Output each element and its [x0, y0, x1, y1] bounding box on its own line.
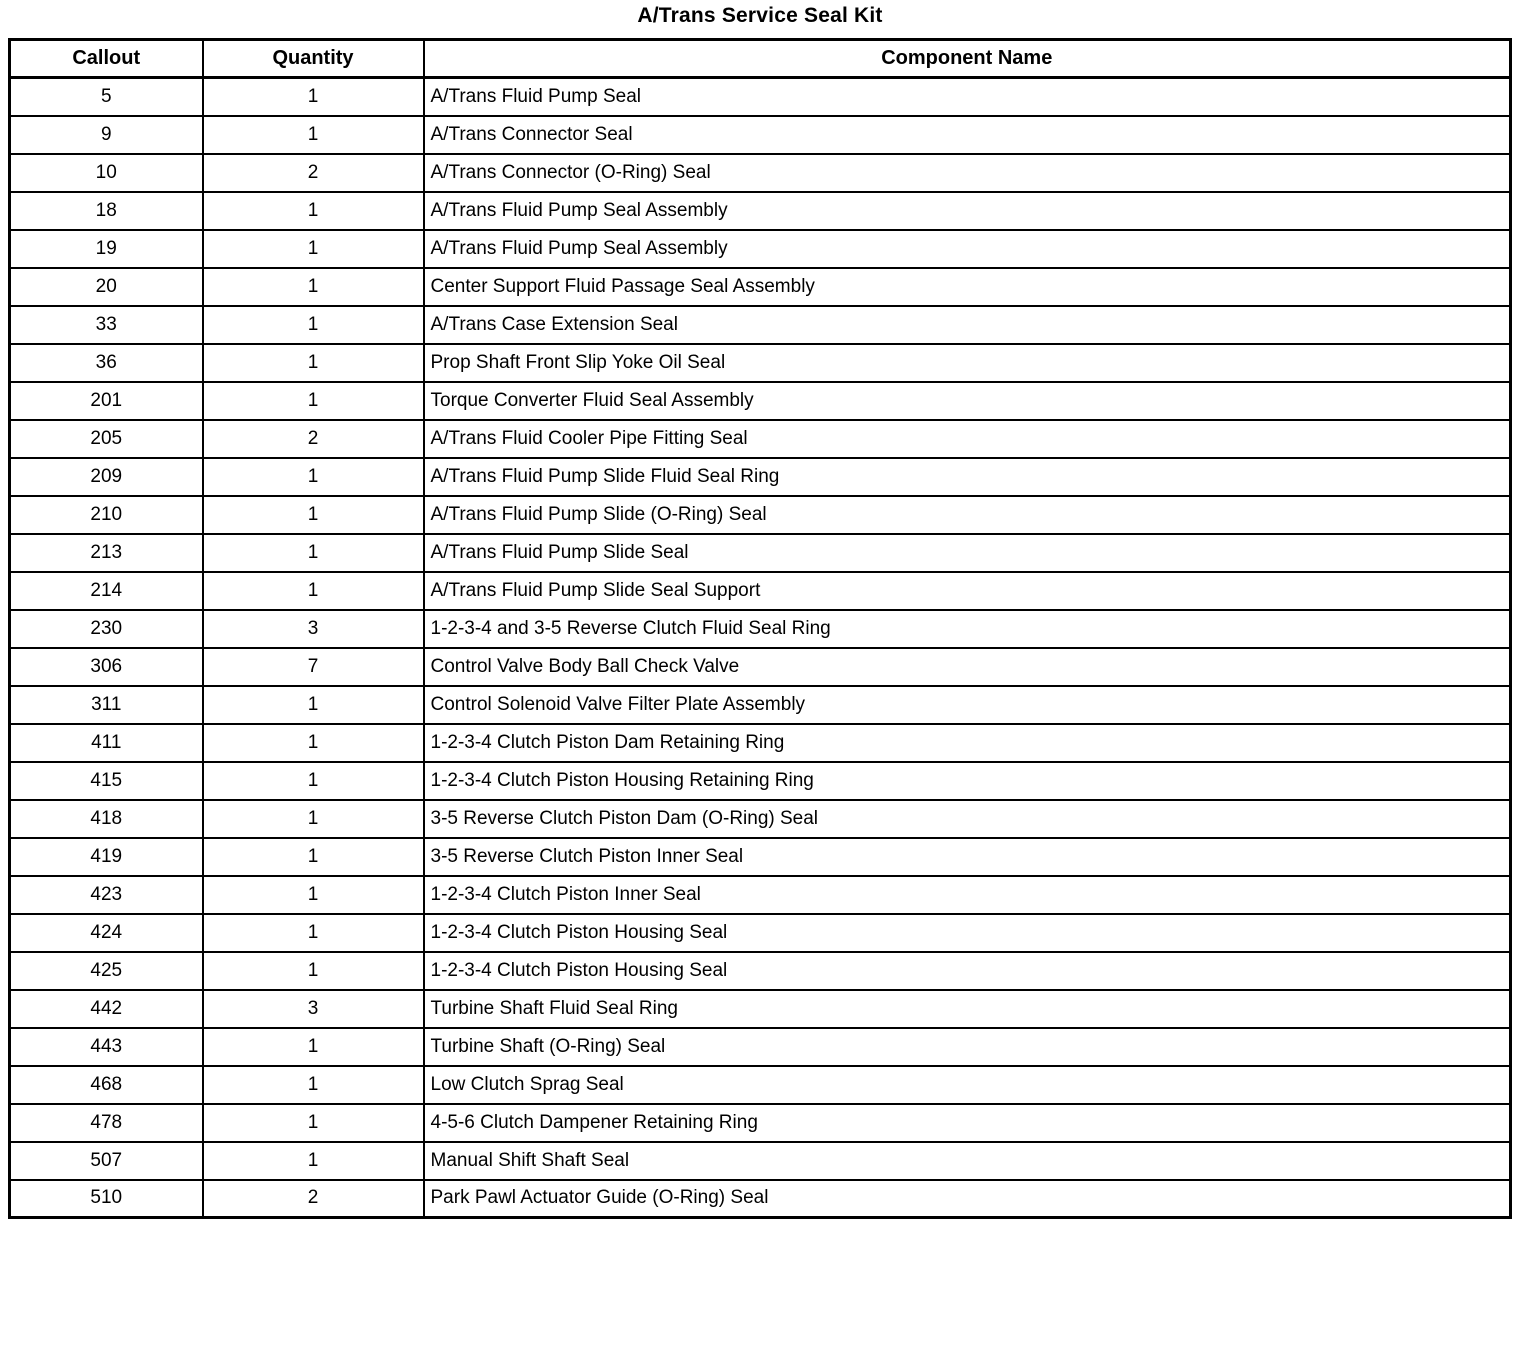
callout-cell: 507 [10, 1142, 203, 1180]
quantity-cell: 2 [203, 420, 424, 458]
quantity-cell: 1 [203, 534, 424, 572]
callout-cell: 205 [10, 420, 203, 458]
table-row [10, 458, 1511, 496]
callout-cell: 213 [10, 534, 203, 572]
table-row [10, 306, 1511, 344]
table-row [10, 838, 1511, 876]
quantity-cell: 1 [203, 1028, 424, 1066]
component-name-cell: Turbine Shaft (O-Ring) Seal [424, 1028, 1511, 1066]
component-name-cell: A/Trans Fluid Cooler Pipe Fitting Seal [424, 420, 1511, 458]
component-name-cell: 3-5 Reverse Clutch Piston Inner Seal [424, 838, 1511, 876]
column-header-component-name: Component Name [424, 40, 1511, 78]
callout-cell: 415 [10, 762, 203, 800]
quantity-cell: 1 [203, 78, 424, 116]
table-row [10, 686, 1511, 724]
callout-cell: 306 [10, 648, 203, 686]
quantity-cell: 1 [203, 1104, 424, 1142]
table-row [10, 116, 1511, 154]
quantity-cell: 1 [203, 724, 424, 762]
component-name-cell: Manual Shift Shaft Seal [424, 1142, 1511, 1180]
callout-cell: 411 [10, 724, 203, 762]
table-row [10, 1066, 1511, 1104]
quantity-cell: 1 [203, 876, 424, 914]
component-name-cell: Turbine Shaft Fluid Seal Ring [424, 990, 1511, 1028]
component-name-cell: A/Trans Fluid Pump Seal [424, 78, 1511, 116]
callout-cell: 9 [10, 116, 203, 154]
quantity-cell: 1 [203, 382, 424, 420]
component-name-cell: Center Support Fluid Passage Seal Assembly [424, 268, 1511, 306]
quantity-cell: 1 [203, 496, 424, 534]
callout-cell: 36 [10, 344, 203, 382]
quantity-cell: 7 [203, 648, 424, 686]
callout-cell: 423 [10, 876, 203, 914]
quantity-cell: 1 [203, 268, 424, 306]
table-row [10, 1142, 1511, 1180]
component-name-cell: 1-2-3-4 Clutch Piston Dam Retaining Ring [424, 724, 1511, 762]
quantity-cell: 1 [203, 952, 424, 990]
table-row [10, 534, 1511, 572]
callout-cell: 419 [10, 838, 203, 876]
table-row [10, 230, 1511, 268]
callout-cell: 442 [10, 990, 203, 1028]
quantity-cell: 1 [203, 458, 424, 496]
quantity-cell: 3 [203, 610, 424, 648]
callout-cell: 210 [10, 496, 203, 534]
callout-cell: 468 [10, 1066, 203, 1104]
component-name-cell: 1-2-3-4 Clutch Piston Housing Retaining Ring [424, 762, 1511, 800]
callout-cell: 209 [10, 458, 203, 496]
component-name-cell: A/Trans Fluid Pump Seal Assembly [424, 192, 1511, 230]
quantity-cell: 1 [203, 116, 424, 154]
quantity-cell: 1 [203, 1142, 424, 1180]
table-row [10, 420, 1511, 458]
component-name-cell: Control Valve Body Ball Check Valve [424, 648, 1511, 686]
quantity-cell: 1 [203, 762, 424, 800]
table-row [10, 800, 1511, 838]
callout-cell: 5 [10, 78, 203, 116]
component-name-cell: 3-5 Reverse Clutch Piston Dam (O-Ring) Seal [424, 800, 1511, 838]
quantity-cell: 1 [203, 306, 424, 344]
table-row [10, 1028, 1511, 1066]
component-name-cell: Low Clutch Sprag Seal [424, 1066, 1511, 1104]
page-title: A/Trans Service Seal Kit [637, 4, 883, 27]
callout-cell: 18 [10, 192, 203, 230]
table-row [10, 268, 1511, 306]
quantity-cell: 1 [203, 800, 424, 838]
table-row [10, 1180, 1511, 1218]
component-name-cell: 1-2-3-4 and 3-5 Reverse Clutch Fluid Seal Ring [424, 610, 1511, 648]
quantity-cell: 1 [203, 686, 424, 724]
table-row [10, 78, 1511, 116]
component-name-cell: A/Trans Fluid Pump Seal Assembly [424, 230, 1511, 268]
component-name-cell: A/Trans Fluid Pump Slide Fluid Seal Ring [424, 458, 1511, 496]
component-name-cell: A/Trans Case Extension Seal [424, 306, 1511, 344]
callout-cell: 424 [10, 914, 203, 952]
table-row [10, 724, 1511, 762]
table-row [10, 344, 1511, 382]
column-header-callout: Callout [10, 40, 203, 78]
table-row [10, 952, 1511, 990]
quantity-cell: 2 [203, 154, 424, 192]
callout-cell: 10 [10, 154, 203, 192]
component-name-cell: Park Pawl Actuator Guide (O-Ring) Seal [424, 1180, 1511, 1218]
callout-cell: 425 [10, 952, 203, 990]
component-name-cell: A/Trans Fluid Pump Slide (O-Ring) Seal [424, 496, 1511, 534]
quantity-cell: 1 [203, 1066, 424, 1104]
table-body [10, 78, 1511, 1218]
table-row [10, 990, 1511, 1028]
component-name-cell: 4-5-6 Clutch Dampener Retaining Ring [424, 1104, 1511, 1142]
component-name-cell: Torque Converter Fluid Seal Assembly [424, 382, 1511, 420]
table-row [10, 762, 1511, 800]
component-name-cell: A/Trans Connector (O-Ring) Seal [424, 154, 1511, 192]
component-name-cell: 1-2-3-4 Clutch Piston Housing Seal [424, 952, 1511, 990]
quantity-cell: 1 [203, 914, 424, 952]
callout-cell: 510 [10, 1180, 203, 1218]
table-row [10, 154, 1511, 192]
callout-cell: 20 [10, 268, 203, 306]
table-row [10, 914, 1511, 952]
table-row [10, 382, 1511, 420]
quantity-cell: 1 [203, 572, 424, 610]
table-row [10, 1104, 1511, 1142]
table-row [10, 648, 1511, 686]
component-name-cell: A/Trans Connector Seal [424, 116, 1511, 154]
table-row [10, 876, 1511, 914]
quantity-cell: 2 [203, 1180, 424, 1218]
component-name-cell: 1-2-3-4 Clutch Piston Housing Seal [424, 914, 1511, 952]
table-row [10, 610, 1511, 648]
callout-cell: 478 [10, 1104, 203, 1142]
quantity-cell: 1 [203, 192, 424, 230]
table-row [10, 192, 1511, 230]
quantity-cell: 1 [203, 838, 424, 876]
quantity-cell: 1 [203, 230, 424, 268]
callout-cell: 418 [10, 800, 203, 838]
component-name-cell: Prop Shaft Front Slip Yoke Oil Seal [424, 344, 1511, 382]
callout-cell: 33 [10, 306, 203, 344]
table-header-row [10, 40, 1511, 78]
table-row [10, 572, 1511, 610]
seal-kit-table [8, 38, 1512, 1219]
quantity-cell: 1 [203, 344, 424, 382]
component-name-cell: A/Trans Fluid Pump Slide Seal Support [424, 572, 1511, 610]
callout-cell: 201 [10, 382, 203, 420]
callout-cell: 19 [10, 230, 203, 268]
callout-cell: 230 [10, 610, 203, 648]
column-header-quantity: Quantity [203, 40, 424, 78]
component-name-cell: A/Trans Fluid Pump Slide Seal [424, 534, 1511, 572]
table-row [10, 496, 1511, 534]
callout-cell: 443 [10, 1028, 203, 1066]
component-name-cell: Control Solenoid Valve Filter Plate Assembly [424, 686, 1511, 724]
component-name-cell: 1-2-3-4 Clutch Piston Inner Seal [424, 876, 1511, 914]
quantity-cell: 3 [203, 990, 424, 1028]
callout-cell: 214 [10, 572, 203, 610]
callout-cell: 311 [10, 686, 203, 724]
